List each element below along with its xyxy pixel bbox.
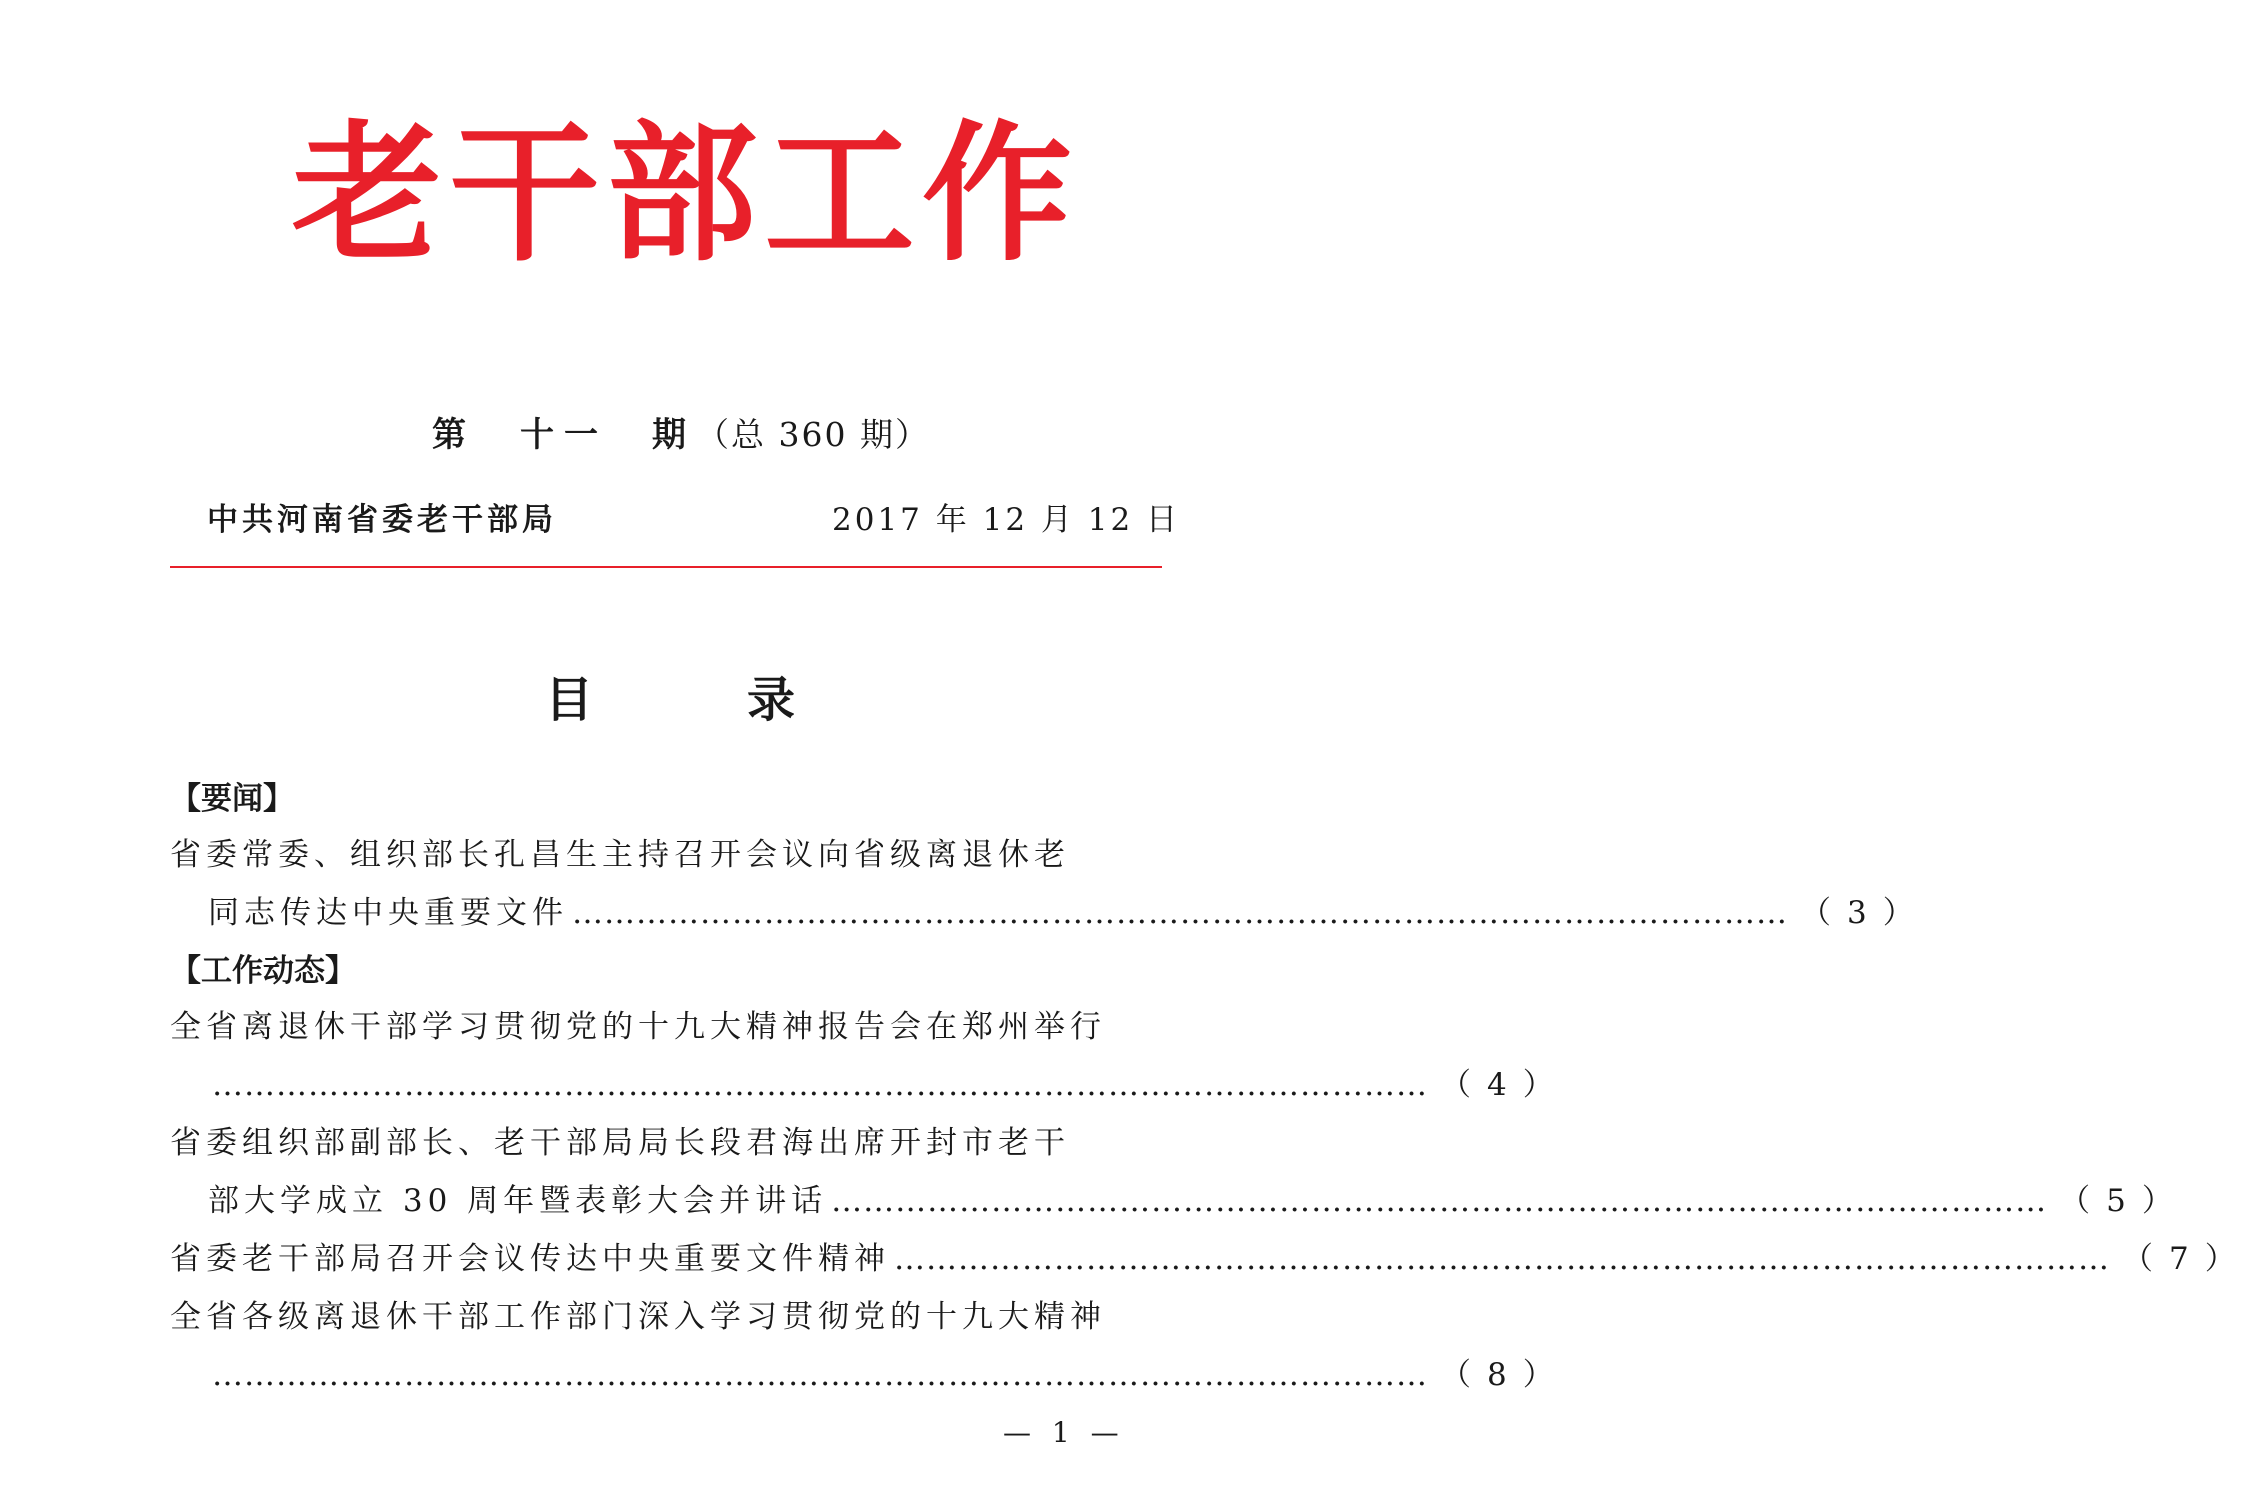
publish-date: 2017 年 12 月 12 日 [832,502,1181,538]
toc-entry-line [170,1237,2252,1281]
toc-page-ref: （3） [1800,895,1930,931]
masthead-char: 部 [607,108,758,282]
masthead-title [292,108,1072,283]
toc-entry-text: 省委老干部局召开会议传达中央重要文件精神 [170,1241,890,1277]
toc-title [545,670,795,730]
publisher: 中共河南省委老干部局 [207,502,557,538]
dot-leader: …………………………………………………………………………………………………… [212,1357,1428,1393]
issue-main: 第 十一 期 [432,415,696,455]
toc-entry-line: 省委组织部副部长、老干部局局长段君海出席开封市老干 [170,1125,1070,1161]
toc-entry-line: 全省离退休干部学习贯彻党的十九大精神报告会在郑州举行 [170,1009,1106,1045]
toc-entry-line [170,1063,1570,1107]
table-of-contents [170,777,2252,1411]
toc-entry-text: 部大学成立 30 周年暨表彰大会并讲话 [208,1183,828,1219]
header-divider [170,566,1162,568]
toc-entry-text: 同志传达中央重要文件 [208,895,568,931]
toc-entry-line: 省委常委、组织部长孔昌生主持召开会议向省级离退休老 [170,837,1070,873]
toc-page-ref: （5） [2059,1183,2189,1219]
issue-total: （总 360 期） [696,415,930,454]
toc-entry-line [170,891,1930,935]
dot-leader: …………………………………………………………………………………………………… [894,1241,2110,1277]
masthead-char: 干 [449,108,600,282]
section-heading-news: 【要闻】 [170,781,294,817]
toc-entry-line [170,1353,1570,1397]
dot-leader: …………………………………………………………………………………………………… [572,895,1788,931]
masthead-char: 工 [764,108,915,282]
masthead-char: 老 [292,108,443,282]
page-number: — 1 — [1003,1416,1125,1449]
toc-title-left: 目 [545,672,594,728]
issue-number [432,410,930,460]
section-heading-work-news: 【工作动态】 [170,953,356,989]
toc-page-ref: （7） [2122,1241,2252,1277]
toc-page-ref: （8） [1440,1357,1570,1393]
dot-leader: …………………………………………………………………………………………………… [212,1067,1428,1103]
toc-title-right: 录 [746,672,795,728]
toc-page-ref: （4） [1440,1067,1570,1103]
dot-leader: …………………………………………………………………………………………………… [831,1183,2048,1219]
toc-entry-line [170,1179,2189,1223]
masthead-char: 作 [922,108,1073,282]
toc-entry-line: 全省各级离退休干部工作部门深入学习贯彻党的十九大精神 [170,1299,1106,1335]
